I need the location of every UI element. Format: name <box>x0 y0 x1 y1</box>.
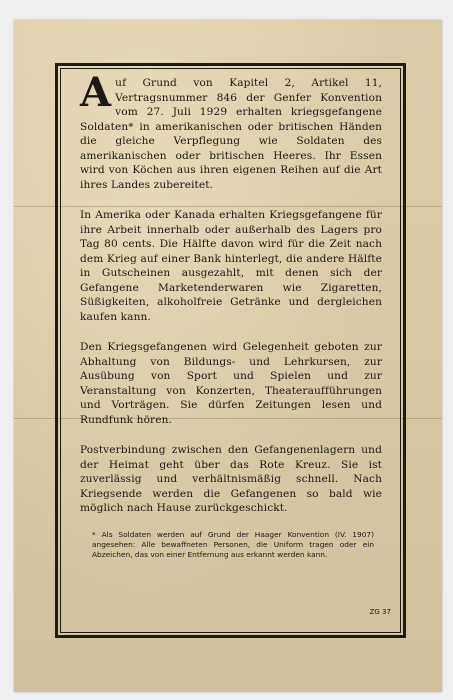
paragraph-text: uf Grund von Kapitel 2, Artikel 11, Vertragsnummer 846 der Genfer Konvention vom 27. Juli 1929 erhalten kriegsgefangene Soldaten* in amerikanischen oder britischen Händen die gleiche Verpflegung wie Soldaten des amerikanischen oder britischen Heeres. Ihr Essen wird von Köchen aus ihren eigenen Reihen auf die Art ihres Landes zubereitet. <box>80 77 382 191</box>
dropcap: A <box>80 69 112 116</box>
footnote: * Als Soldaten werden auf Grund der Haager Konvention (IV. 1907) angesehen: Alle bewaffneten Personen, die Uniform tragen oder ein Abzeichen, das von einer Entfernung aus erkannt werden kann. <box>92 529 374 559</box>
leaflet-text <box>80 69 382 560</box>
paragraph-mail: Postverbindung zwischen den Gefangenenlagern und der Heimat geht über das Rote Kreuz. Sie ist zuverlässig und verhältnismäßig schnell. Nach Kriegsende werden die Gefangenen so bald wie möglich nach Hause zurückgeschickt. <box>80 444 382 514</box>
paragraph-wages: In Amerika oder Kanada erhalten Kriegsgefangene für ihre Arbeit innerhalb oder außerhalb des Lagers pro Tag 80 cents. Die Hälfte davon wird für die Zeit nach dem Krieg auf einer Bank hinterlegt, die andere Hälfte in Gutscheinen ausgezahlt, mit denen sich der Gefangene Marketenderwaren wie Zigaretten, Süßigkeiten, alkoholfreie Getränke und dergleichen kaufen kann. <box>80 209 382 323</box>
paragraph-geneva-convention <box>80 69 382 192</box>
leaflet-code: ZG 37 <box>369 608 391 616</box>
paragraph-education: Den Kriegsgefangenen wird Gelegenheit geboten zur Abhaltung von Bildungs- und Lehrkursen, zur Ausübung von Sport und Spielen und zur Veranstaltung von Konzerten, Theateraufführungen und Vorträgen. Sie dürfen Zeitungen lesen und Rundfunk hören. <box>80 341 382 426</box>
